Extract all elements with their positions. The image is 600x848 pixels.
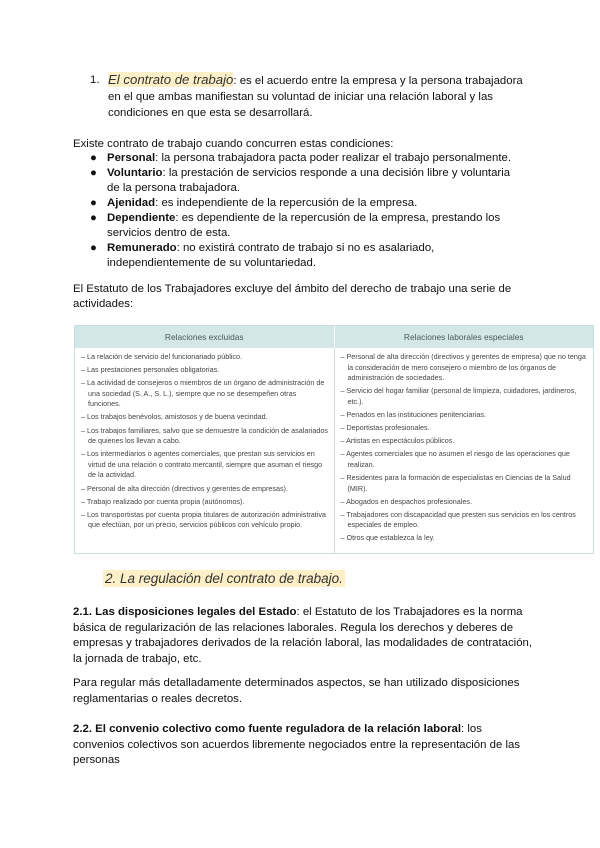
- section1-title: El contrato de trabajo: [108, 72, 234, 87]
- table-row: – Trabajo realizado por cuenta propia (autónomos).: [81, 496, 245, 506]
- table-row: – La actividad de consejeros o miembros de un órgano de administración de una sociedad (S. A., S. L.), siempre que no se desempeñen otras funciones.: [81, 378, 325, 409]
- condition-term: Remunerado: [107, 242, 177, 254]
- conditions-list: [73, 151, 523, 271]
- condition-term: Personal: [107, 152, 156, 164]
- table-row: – Abogados en despachos profesionales.: [340, 496, 472, 506]
- section1-contrato: [90, 72, 530, 121]
- paragraph-lead: 2.2. El convenio colectivo como fuente reguladora de la relación laboral: [73, 723, 462, 735]
- header-special: Relaciones laborales especiales: [403, 332, 524, 342]
- section2-title: 2. La regulación del contrato de trabajo.: [105, 571, 343, 586]
- header-excluded: Relaciones excluidas: [75, 326, 335, 348]
- table-row: – Los trabajos benévolos, amistosos y de buena vecindad.: [81, 412, 268, 422]
- condition-text: : es independiente de la repercusión de la empresa.: [155, 197, 418, 209]
- table-row: – Artistas en espectáculos públicos.: [340, 436, 455, 446]
- list-number: 1.: [90, 74, 100, 86]
- table-row: – Deportistas profesionales.: [340, 423, 430, 433]
- table-row: – Penados en las instituciones penitenciarias.: [340, 409, 486, 419]
- section1-definition: : es el acuerdo entre la empresa y la persona trabajadora en el que ambas manifiestan su voluntad de iniciar una relación laboral y las condiciones en que esta se desarrollará.: [108, 75, 523, 119]
- paragraph-text: : los convenios colectivos son acuerdos libremente negociados entre la representación de las personas: [73, 723, 521, 767]
- table-row: – Los transportistas por cuenta propia titulares de autorización administrativa que efectúan, por un precio, servicios públicos con vehículo propio.: [81, 509, 326, 530]
- table-row: – Los intermediarios o agentes comerciales, que prestan sus servicios en virtud de una relación o contrato mercantil, siempre que asuman el riesgo de la actividad.: [81, 449, 323, 480]
- list-item: [73, 211, 523, 241]
- bullet-icon: ●: [90, 242, 97, 254]
- paragraph-lead: 2.1. Las disposiciones legales del Estado: [73, 606, 297, 618]
- paragraph-text: : el Estatuto de los Trabajadores es la norma básica de regularización de las relaciones laborales. Regula los derechos y deberes de empresas y trabajadores derivados de la relación laboral, las modalidades de contratación, la jornada de trabajo, etc.: [73, 606, 533, 665]
- special-column: [335, 348, 594, 553]
- table-row: – Agentes comerciales que no asumen el riesgo de las operaciones que realizan.: [340, 449, 570, 469]
- table-row: – Personal de alta dirección (directivos y gerentes de empresas).: [81, 483, 288, 493]
- paragraph-reglamentarias: Para regular más detalladamente determinados aspectos, se han utilizado disposiciones reglamentarias o reales decretos.: [73, 677, 520, 705]
- bullet-icon: ●: [90, 167, 97, 179]
- list-item: [73, 241, 523, 271]
- condition-term: Dependiente: [107, 212, 176, 224]
- table-row: – Servicio del hogar familiar (personal de limpieza, cuidadores, jardineros, etc.).: [340, 386, 577, 406]
- table-row: – Los trabajos familiares, salvo que se demuestre la condición de asalariados de quienes los llevan a cabo.: [81, 425, 328, 446]
- table-row: – La relación de servicio del funcionariado público.: [81, 352, 243, 361]
- paragraph-convenio: [73, 722, 533, 769]
- conditions-intro: Existe contrato de trabajo cuando concurren estas condiciones:: [73, 138, 394, 150]
- list-item: [73, 166, 523, 196]
- condition-text: : la persona trabajadora pacta poder realizar el trabajo personalmente.: [155, 152, 511, 164]
- relations-table: [74, 325, 594, 554]
- list-item: [73, 151, 523, 166]
- table-row: – Personal de alta dirección (directivos y gerentes de empresa) que no tenga la consideración de mero consejero o miembro de los órganos de administración de sociedades.: [340, 352, 586, 383]
- table-row: – Otros que establezca la ley.: [340, 533, 435, 543]
- bullet-icon: ●: [90, 197, 97, 209]
- table-row: – Trabajadores con discapacidad que presten sus servicios en los centros especiales de empleo.: [340, 509, 576, 530]
- table-header: [75, 326, 593, 348]
- condition-text: : la prestación de servicios responde a una decisión libre y voluntaria de la persona trabajadora.: [107, 167, 511, 194]
- estatuto-paragraph: El Estatuto de los Trabajadores excluye del ámbito del derecho de trabajo una serie de actividades:: [73, 283, 512, 310]
- list-item: [73, 196, 523, 211]
- condition-term: Ajenidad: [107, 197, 156, 209]
- section2-heading: [103, 571, 345, 586]
- table-row: – Las prestaciones personales obligatorias.: [81, 365, 220, 375]
- bullet-icon: ●: [90, 212, 97, 224]
- excluded-column: [75, 348, 335, 553]
- table-row: – Residentes para la formación de especialistas en Ciencias de la Salud (MIR).: [340, 472, 571, 493]
- condition-text: : no existirá contrato de trabajo si no es asalariado, independientemente de su voluntariedad.: [107, 242, 435, 269]
- paragraph-disposiciones: [73, 605, 533, 667]
- bullet-icon: ●: [90, 152, 97, 164]
- condition-text: : es dependiente de la repercusión de la empresa, prestando los servicios dentro de esta.: [107, 212, 501, 239]
- condition-term: Voluntario: [107, 167, 163, 179]
